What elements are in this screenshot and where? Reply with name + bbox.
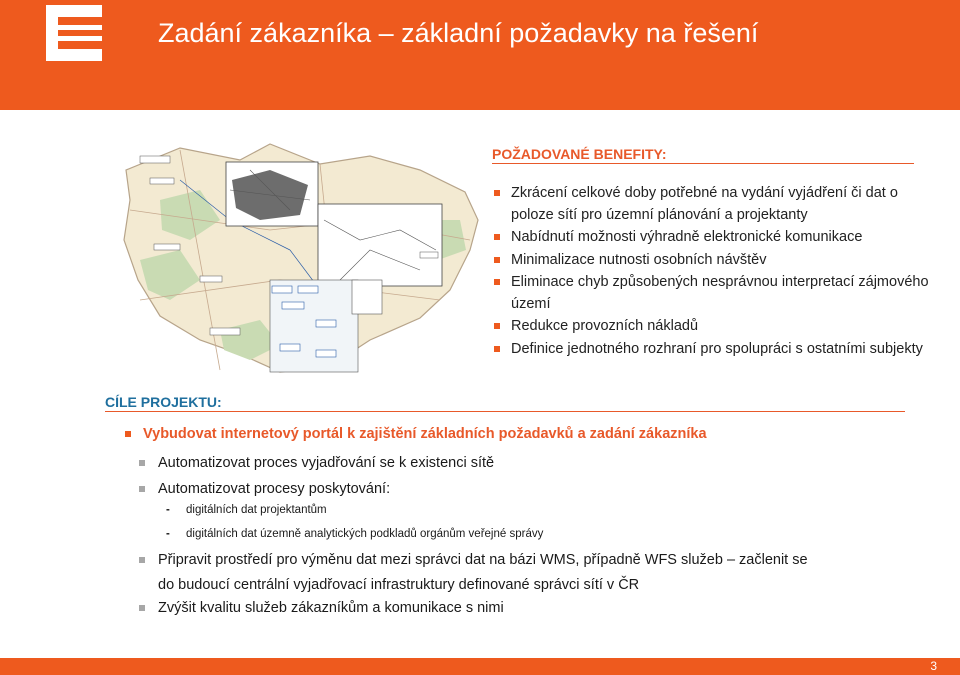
square-bullet-icon [494,190,500,196]
square-bullet-icon [494,279,500,285]
benefit-text: Redukce provozních nákladů [511,318,699,334]
sub-item-text: digitálních dat projektantům [186,504,327,516]
goal-item [138,455,494,471]
czech-map-image [120,140,482,380]
page-number: 3 [930,659,937,673]
square-bullet-icon [494,234,500,240]
dash-bullet: - [166,528,170,540]
benefit-item [492,250,932,272]
sub-item-text: digitálních dat územně analytických podkladů orgánům veřejné správy [186,528,544,540]
cez-e-logo-icon [46,5,102,61]
benefit-text: Zkrácení celkové doby potřebné na vydání vyjádření či dat o poloze sítí pro územní plánování a projektanty [511,185,898,223]
square-bullet-icon [125,431,131,437]
grey-bullet-icon [139,486,145,492]
benefit-text: Nabídnutí možnosti výhradně elektronické komunikace [511,229,863,245]
goal-text: Připravit prostředí pro výměnu dat mezi správci dat na bázi WMS, případně WFS služeb – začlenit se [158,552,808,568]
benefits-list [492,183,932,361]
square-bullet-icon [494,257,500,263]
benefit-item [492,183,932,226]
benefit-text: Minimalizace nutnosti osobních návštěv [511,251,767,268]
benefit-item [492,227,932,249]
goal-item-continuation [138,577,639,593]
benefit-item [492,339,932,361]
goals-main-text: Vybudovat internetový portál k zajištění základních požadavků a zadání zákazníka [143,426,707,442]
square-bullet-icon [494,323,500,329]
goal-item [138,552,808,568]
goal-text: Zvýšit kvalitu služeb zákazníkům a komunikace s nimi [158,600,504,616]
benefits-heading: POŽADOVANÉ BENEFITY: [492,146,914,164]
benefit-text: Eliminace chyb způsobených nesprávnou interpretací zájmového území [511,274,929,312]
goal-text: Automatizovat procesy poskytování: [158,481,391,497]
grey-bullet-icon [139,460,145,466]
square-bullet-icon [494,346,500,352]
grey-bullet-icon [139,605,145,611]
benefit-text: Definice jednotného rozhraní pro spolupráci s ostatními subjekty [511,340,923,357]
benefit-item [492,272,932,315]
goal-text: do budoucí centrální vyjadřovací infrastruktury definované správci sítí v ČR [158,577,640,593]
header-bar [0,0,960,110]
grey-bullet-icon [139,557,145,563]
goals-heading: CÍLE PROJEKTU: [105,394,905,412]
goals-main-item [125,426,707,442]
benefit-item [492,316,932,338]
goal-text: Automatizovat proces vyjadřování se k existenci sítě [158,455,495,471]
page-title: Zadání zákazníka – základní požadavky na řešení [158,18,759,48]
footer-bar [0,658,960,675]
dash-bullet: - [166,504,170,516]
goal-item [138,481,390,497]
goal-item [138,600,504,616]
